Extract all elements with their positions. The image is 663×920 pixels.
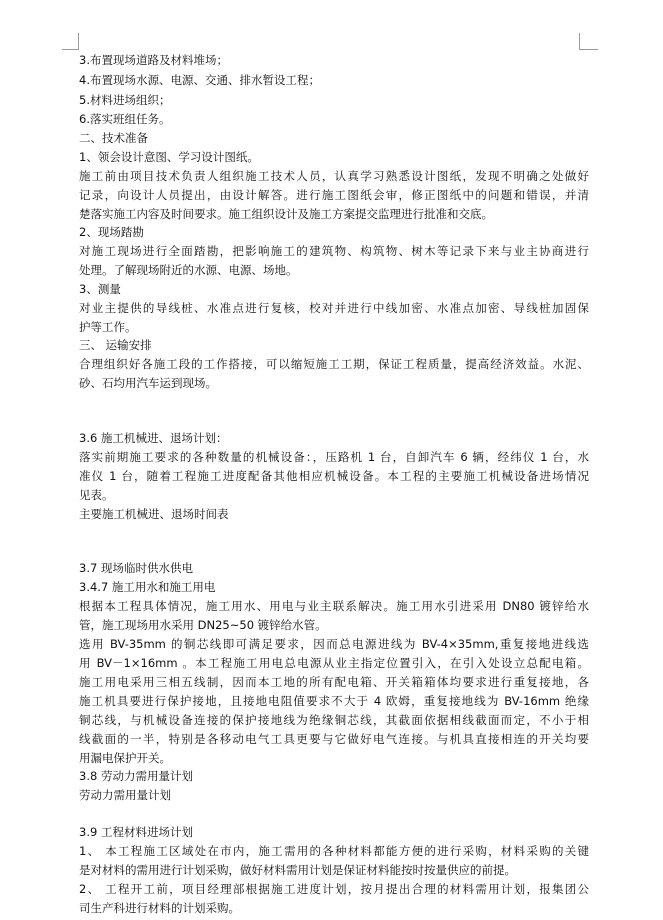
text-line: 劳动力需用量计划 [79, 788, 171, 802]
text-line: 3、测量 [79, 282, 121, 296]
text-line: 铜芯线，与机械设备连接的保护接地线为绝缘铜芯线，其截面依据相线截面而定，不小于相 [79, 713, 589, 727]
text-line: 记录，向设计人员提出，由设计解答。进行施工图纸会审，修正图纸中的问题和错误，并清 [79, 188, 589, 202]
text-line: 1、领会设计意图、学习设计图纸。 [79, 150, 259, 164]
text-line: 选用 BV-35mm 的铜芯线即可满足要求，因而总电源进线为 BV-4×35mm,重复接地进线选 [79, 637, 589, 651]
text-line: 管，施工现场用水采用 DN25~50 镀锌给水管。 [79, 618, 327, 632]
text-line: 处理。了解现场附近的水源、电源、场地。 [79, 263, 298, 277]
text-line: 3.9 工程材料进场计划 [79, 825, 193, 839]
text-line: 见表。 [79, 488, 114, 502]
text-line: 3.布置现场道路及材料堆场； [79, 53, 228, 67]
text-line: 3.7 现场临时供水供电 [79, 561, 193, 575]
text-line: 二、技术准备 [79, 131, 148, 145]
text-line: 5.材料进场组织； [79, 93, 171, 107]
crop-mark-top-left [62, 33, 79, 50]
text-line: 线截面的一半，特别是各移动电气工具更要与它做好电气连接。与机具直接相连的开关均要 [79, 732, 589, 746]
text-line: 3.6 施工机械进、退场计划： [79, 431, 228, 445]
text-line: 1、 本工程施工区域处在市内，施工需用的各种材料都能方便的进行采购，材料采购的关键 [79, 844, 589, 858]
text-line: 准仪 1 台，随着工程施工进度配备其他相应机械设备。本工程的主要施工机械设备进场情况 [79, 469, 589, 483]
text-line: 用漏电保护开关。 [79, 751, 171, 765]
text-line: 6.落实班组任务。 [79, 112, 171, 126]
text-line: 3.8 劳动力需用量计划 [79, 769, 193, 783]
text-line: 三、 运输安排 [79, 338, 152, 352]
text-line: 3.4.7 施工用水和施工用电 [79, 580, 216, 594]
text-line: 2、现场踏勘 [79, 225, 144, 239]
text-line: 护等工作。 [79, 320, 137, 334]
text-line: 4.布置现场水源、电源、交通、排水暂设工程； [79, 73, 320, 87]
crop-mark-top-right [579, 33, 598, 50]
text-line: 是对材料的需用进行计划采购，做好材料需用计划是保证材料能按时按量供应的前提。 [79, 863, 516, 877]
text-line: 施工机具要进行保护接地，且接地电阻值要求不大于 4 欧姆，重复接地线为 BV-16mm 绝缘 [79, 694, 589, 708]
text-line: 落实前期施工要求的各种数量的机械设备：，压路机 1 台，自卸汽车 6 辆，经纬仪 1 台，水 [79, 450, 589, 464]
text-line: 楚落实施工内容及时间要求。施工组织设计及施工方案提交监理进行批准和交底。 [79, 207, 493, 221]
text-line: 对业主提供的导线桩、水准点进行复核，校对并进行中线加密、水准点加密、导线桩加固保 [79, 301, 589, 315]
text-line: 砂、石均用汽车运到现场。 [79, 376, 217, 390]
text-line: 主要施工机械进、退场时间表 [79, 507, 229, 521]
text-line: 根据本工程具体情况，施工用水、用电与业主联系解决。施工用水引进采用 DN80 镀锌给水 [79, 599, 589, 613]
text-line: 对施工现场进行全面踏勘，把影响施工的建筑物、构筑物、树木等记录下来与业主协商进行 [79, 244, 589, 258]
text-line: 2、 工程开工前，项目经理部根据施工进度计划，按月提出合理的材料需用计划，报集团公 [79, 882, 589, 896]
text-line: 合理组织好各施工段的工作搭接，可以缩短施工工期，保证工程质量，提高经济效益。水泥、 [79, 357, 589, 371]
text-line: 用 BV－1×16mm 。本工程施工用电总电源从业主指定位置引入，在引入处设立总配电箱。 [79, 656, 589, 670]
text-line: 施工用电采用三相五线制，因而本工地的所有配电箱、开关箱箱体均要求进行重复接地，各 [79, 675, 589, 689]
text-line: 司生产科进行材料的计划采购。 [79, 901, 240, 915]
text-line: 施工前由项目技术负责人组织施工技术人员，认真学习熟悉设计图纸，发现不明确之处做好 [79, 169, 589, 183]
